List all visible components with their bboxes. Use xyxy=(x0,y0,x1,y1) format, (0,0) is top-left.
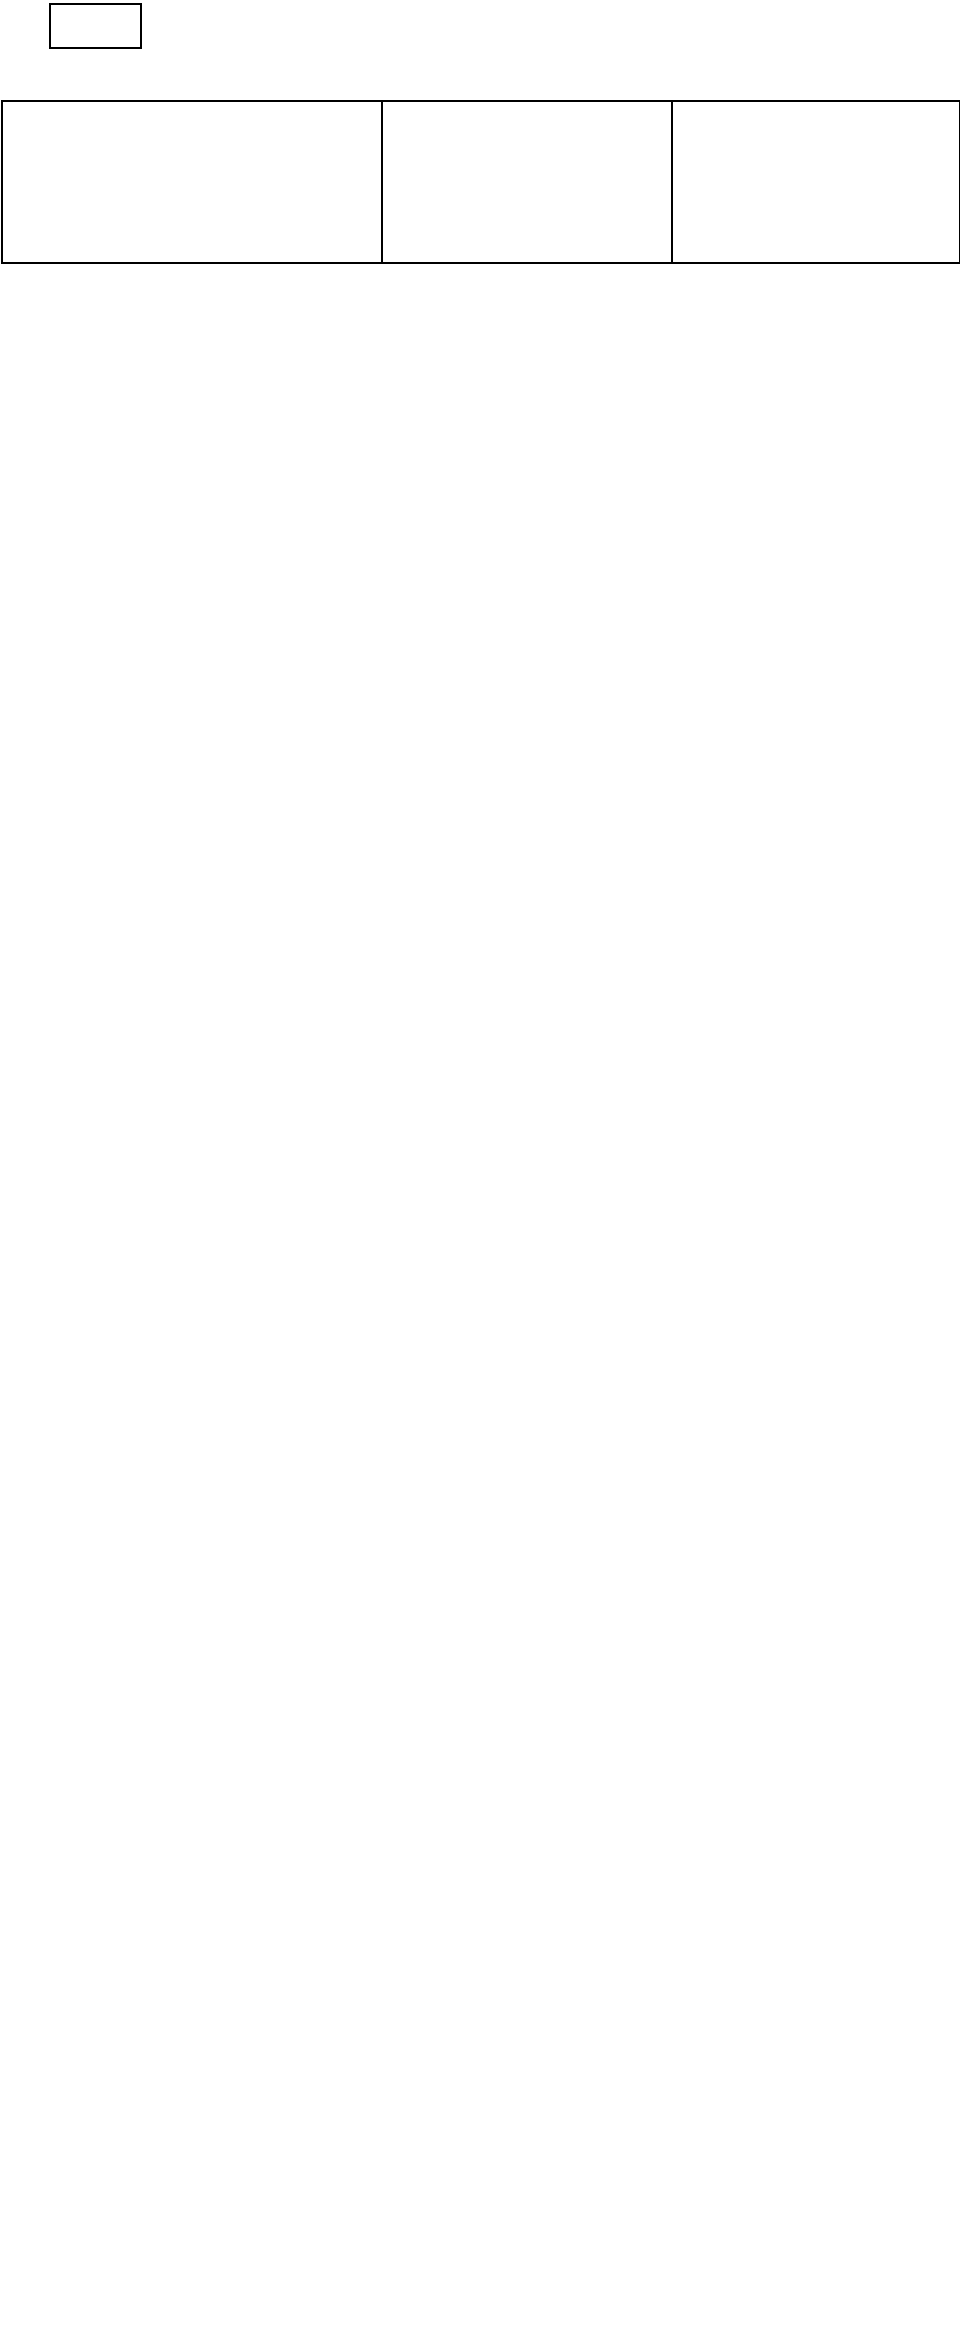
header-means xyxy=(672,101,960,263)
header-row xyxy=(2,101,960,263)
answer-table-part-1 xyxy=(1,100,960,264)
task-number xyxy=(49,3,142,49)
header-sentence xyxy=(2,101,382,263)
header-kind xyxy=(382,101,672,263)
